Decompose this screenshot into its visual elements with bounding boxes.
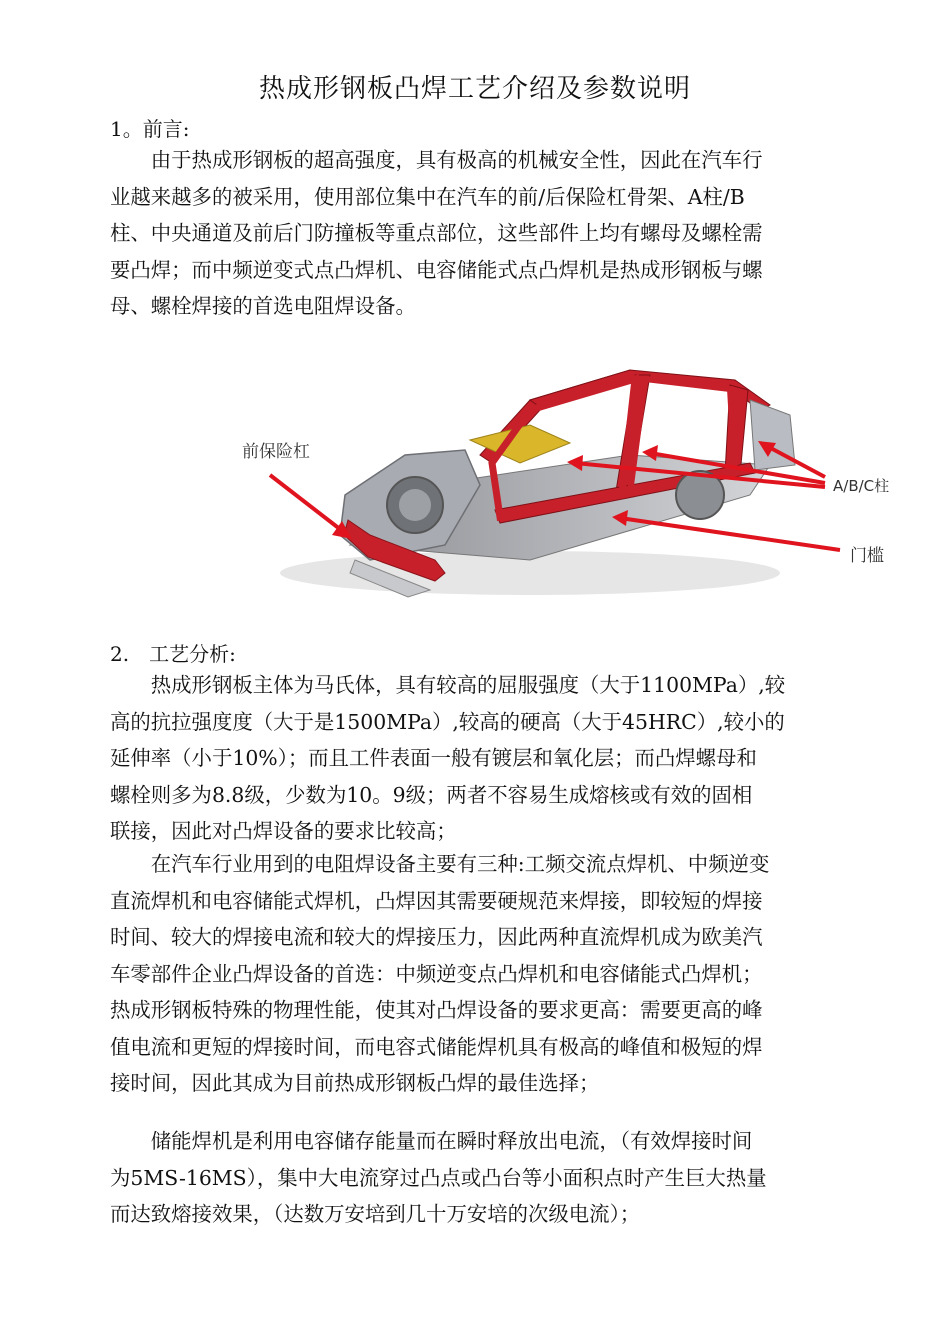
car-body-illustration — [230, 345, 910, 615]
car-body-figure — [230, 345, 910, 615]
text-line: 接时间，因此其成为目前热成形钢板凸焊的最佳选择； — [110, 1071, 600, 1095]
text-line: 柱、中央通道及前后门防撞板等重点部位，这些部件上均有螺母及螺栓需 — [110, 221, 763, 245]
label-door-sill: 门槛 — [850, 546, 884, 566]
text-line: 在汽车行业用到的电阻焊设备主要有三种:工频交流点焊机、中频逆变 — [110, 852, 770, 876]
text-line: 值电流和更短的焊接时间，而电容式储能焊机具有极高的峰值和极短的焊 — [110, 1034, 763, 1059]
arrow-door-sill — [620, 518, 840, 550]
document-title: 热成形钢板凸焊工艺介绍及参数说明 — [258, 74, 691, 104]
paragraph-analysis-2 — [110, 846, 832, 1102]
text-line: 要凸焊；而中频逆变式点凸焊机、电容储能式点凸焊机是热成形钢板与螺 — [110, 257, 763, 282]
text-line: 螺栓则多为8.8级，少数为10。9级；两者不容易生成熔核或有效的固相 — [110, 782, 753, 807]
paragraph-analysis-3 — [110, 1123, 832, 1233]
text-line: 储能焊机是利用电容储存能量而在瞬时释放出电流，（有效焊接时间 — [110, 1129, 753, 1153]
arrow-front-bumper — [270, 475, 345, 533]
text-line: 母、螺栓焊接的首选电阻焊设备。 — [110, 294, 416, 318]
text-line: 直流焊机和电容储能式焊机，凸焊因其需要硬规范来焊接，即较短的焊接 — [110, 888, 763, 913]
label-front-bumper: 前保险杠 — [242, 442, 310, 462]
text-line: 由于热成形钢板的超高强度，具有极高的机械安全性，因此在汽车行 — [110, 148, 763, 172]
text-line: 热成形钢板主体为马氏体，具有较高的屈服强度（大于1100MPa）,较 — [110, 673, 786, 697]
paragraph-intro — [110, 142, 832, 325]
section-heading-analysis: 2. 工艺分析: — [110, 642, 236, 666]
text-line: 高的抗拉强度度（大于是1500MPa）,较高的硬高（大于45HRC）,较小的 — [110, 709, 785, 734]
text-line: 而达致熔接效果，（达数万安培到几十万安培的次级电流）； — [110, 1202, 641, 1226]
text-line: 车零部件企业凸焊设备的首选：中频逆变点凸焊机和电容储能式凸焊机； — [110, 961, 763, 986]
front-wheel-hub — [399, 489, 431, 521]
text-line: 时间、较大的焊接电流和较大的焊接压力，因此两种直流焊机成为欧美汽 — [110, 925, 763, 949]
text-line: 业越来越多的被采用，使用部位集中在汽车的前/后保险杠骨架、A柱/B — [110, 184, 745, 209]
label-abc-pillar: A/B/C柱 — [833, 477, 890, 495]
section-heading-intro: 1。前言: — [110, 117, 190, 141]
text-line: 延伸率（小于10%）；而且工件表面一般有镀层和氧化层；而凸焊螺母和 — [110, 746, 757, 770]
paragraph-analysis-1 — [110, 667, 832, 850]
text-line: 热成形钢板特殊的物理性能，使其对凸焊设备的要求更高：需要更高的峰 — [110, 998, 763, 1022]
text-line: 联接，因此对凸焊设备的要求比较高； — [110, 819, 457, 843]
text-line: 为5MS-16MS），集中大电流穿过凸点或凸台等小面积点时产生巨大热量 — [110, 1165, 767, 1190]
